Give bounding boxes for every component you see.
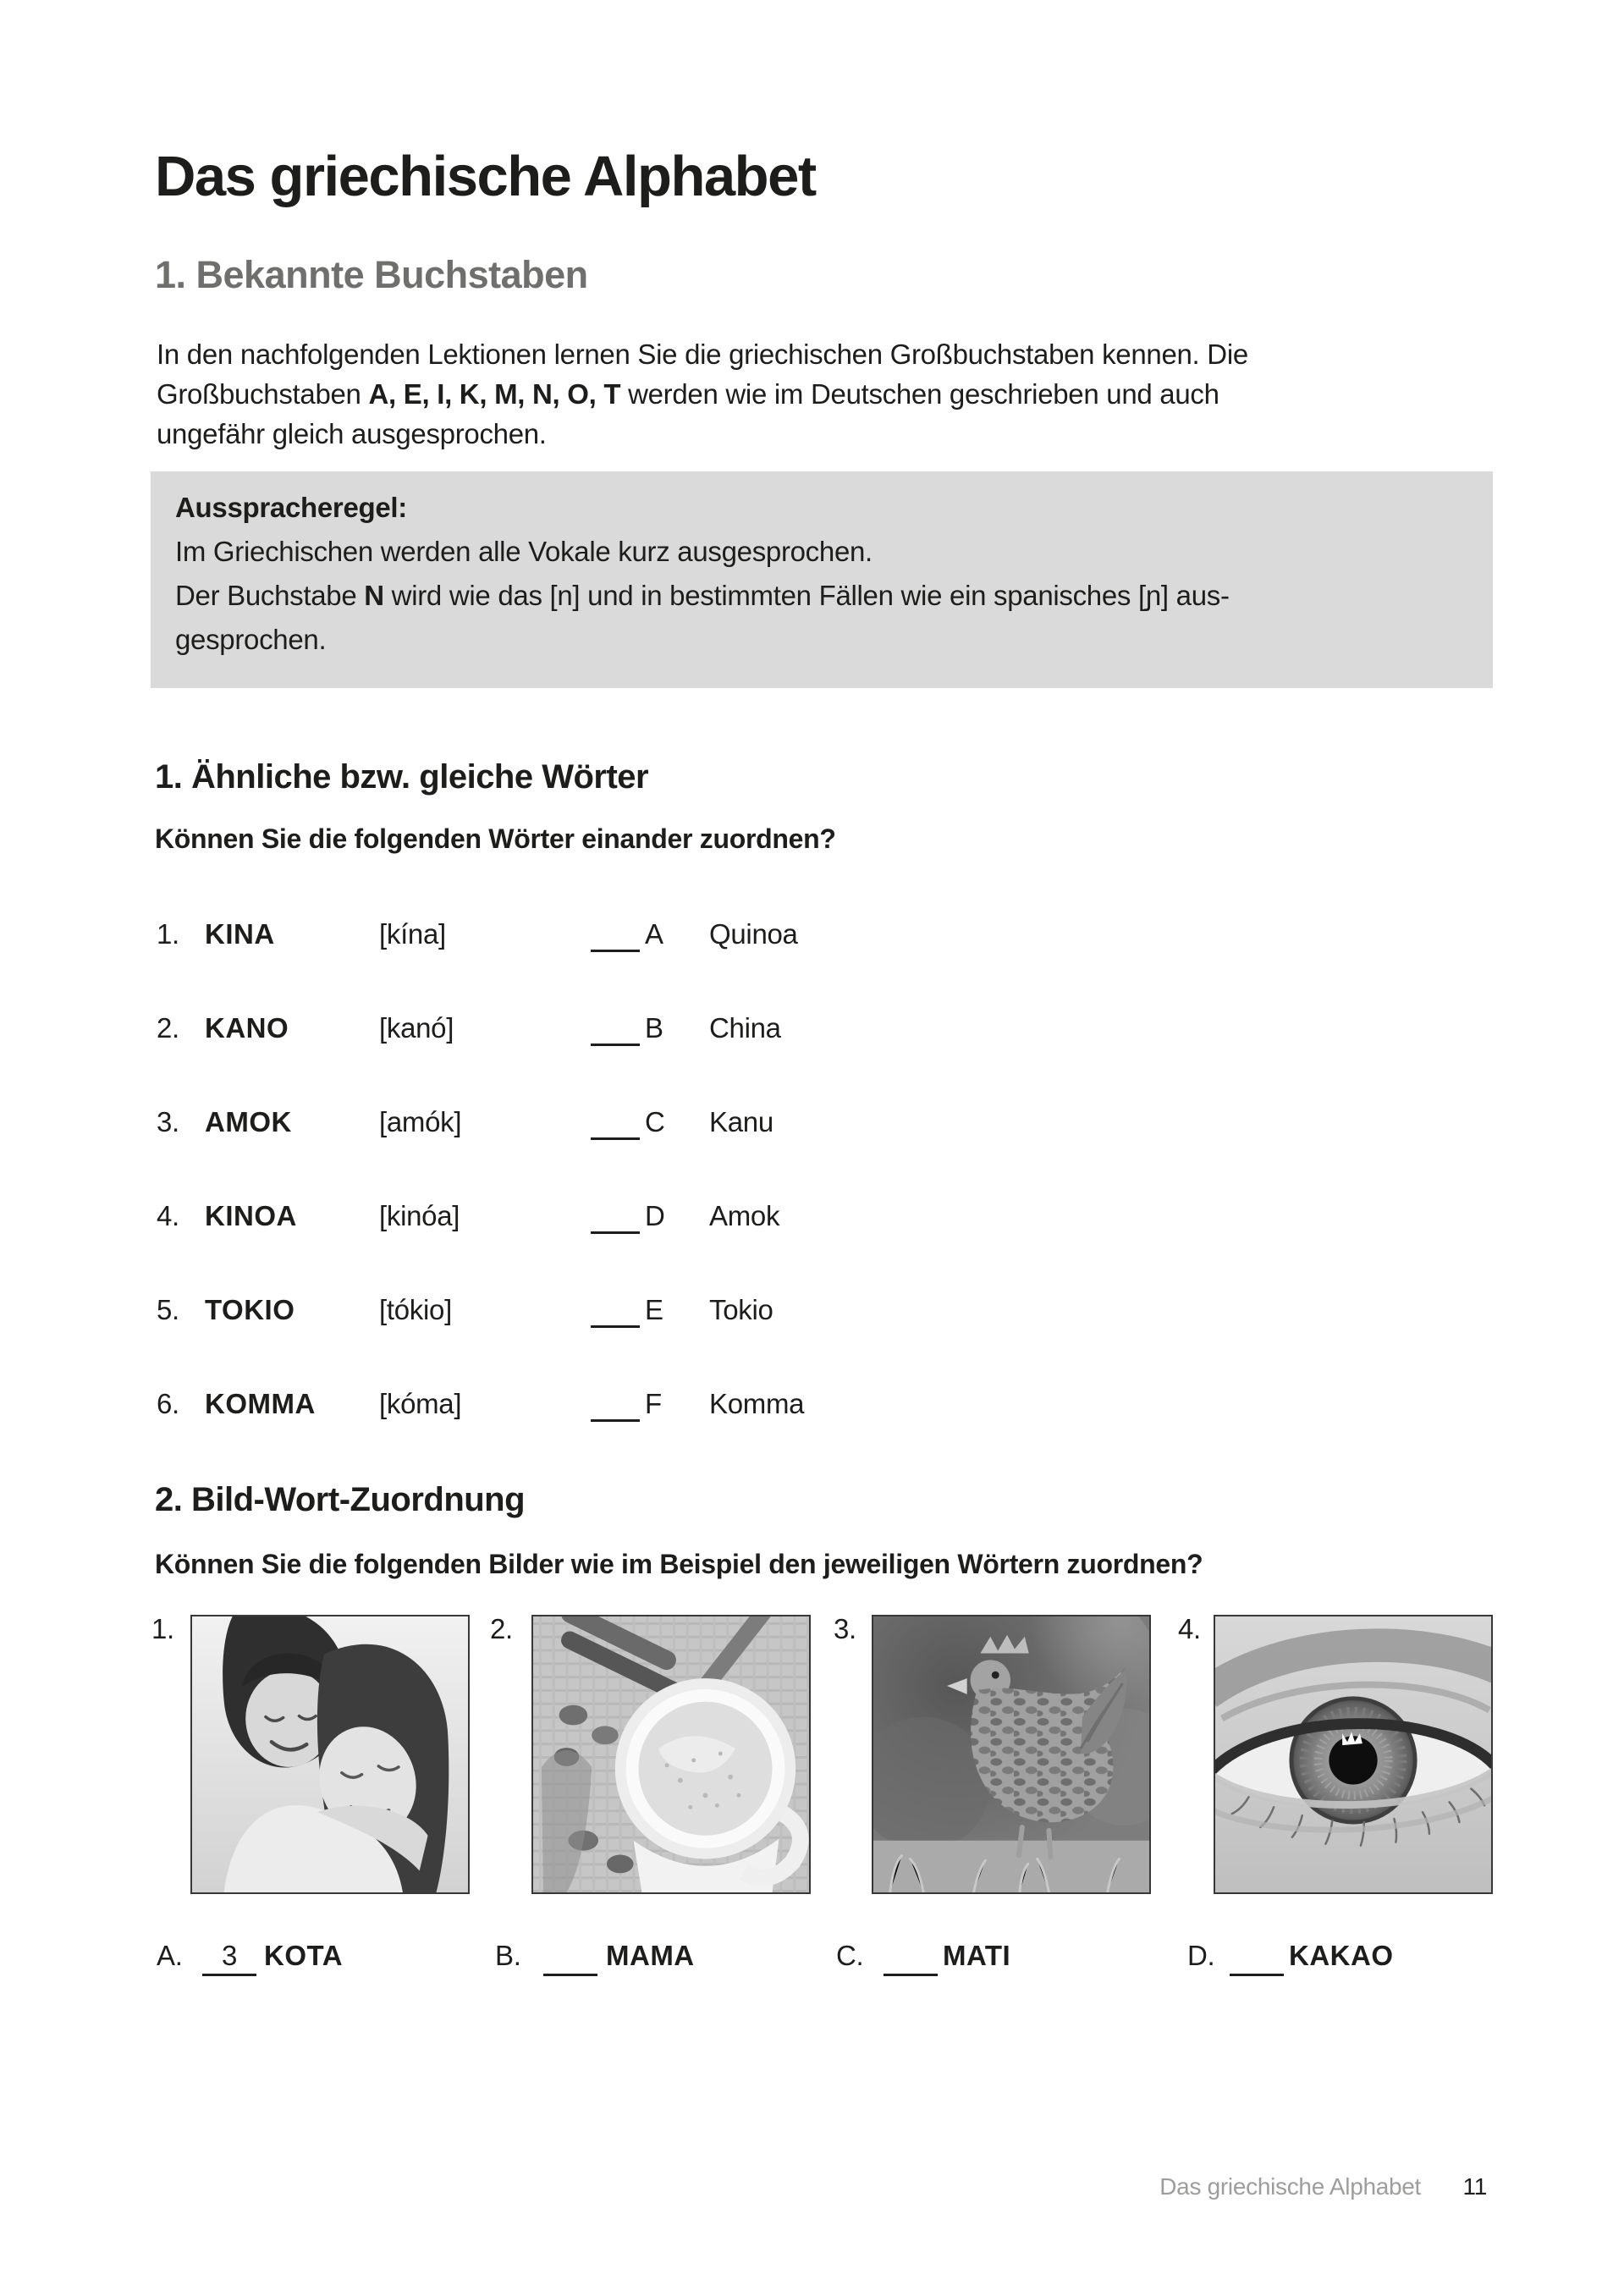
match-row-5: 5. TOKIO [tókio] E Tokio bbox=[0, 1294, 1624, 1331]
photo1-number: 1. bbox=[151, 1613, 174, 1644]
rule-line2: Der Buchstabe N wird wie das [n] und in bestimmten Fällen wie ein spanisches [ɲ] aus- bbox=[175, 580, 1230, 611]
hen-illustration bbox=[873, 1616, 1149, 1892]
answer-blank bbox=[543, 1940, 597, 1976]
eye-illustration bbox=[1215, 1616, 1491, 1892]
hug-illustration bbox=[192, 1616, 468, 1892]
match-row-3: 3. AMOK [amók] C Kanu bbox=[0, 1106, 1624, 1143]
answer-blank bbox=[591, 1388, 640, 1422]
known-letters: A, E, I, K, M, N, O, T bbox=[368, 378, 621, 410]
answer-letter: D. bbox=[1187, 1940, 1215, 1971]
intro-line1: In den nachfolgenden Lektionen lernen Sie die griechischen Großbuchstaben kennen. Die bbox=[157, 339, 1248, 370]
picture-answers-row: A. 3 KOTA B. MAMA C. MATI D. KAKAO bbox=[0, 1940, 1624, 1979]
photo4-number: 4. bbox=[1178, 1613, 1201, 1644]
section-heading: 1. Bekannte Buchstaben bbox=[155, 253, 588, 296]
rule-box-title: Ausspracheregel: bbox=[175, 492, 407, 523]
photo2-number: 2. bbox=[490, 1613, 513, 1644]
cocoa-illustration bbox=[533, 1616, 809, 1892]
answer-blank bbox=[591, 1106, 640, 1140]
photo-cup-of-cocoa bbox=[531, 1615, 811, 1894]
answer-blank bbox=[884, 1940, 938, 1976]
pronunciation-rule-box bbox=[151, 471, 1493, 688]
exercise1-question: Können Sie die folgenden Wörter einander zuordnen? bbox=[155, 823, 836, 854]
photo-hugging-mother-and-child bbox=[190, 1615, 470, 1894]
intro-paragraph bbox=[157, 334, 1489, 454]
page-title: Das griechische Alphabet bbox=[155, 145, 816, 208]
page-footer bbox=[0, 2173, 1487, 2200]
answer-letter: B. bbox=[495, 1940, 521, 1971]
answer-blank bbox=[591, 1200, 640, 1234]
photo-hen bbox=[872, 1615, 1151, 1894]
exercise1-title: 1. Ähnliche bzw. gleiche Wörter bbox=[155, 758, 649, 796]
rule-line1: Im Griechischen werden alle Vokale kurz ausgesprochen. bbox=[175, 536, 873, 567]
match-row-4: 4. KINOA [kinóa] D Amok bbox=[0, 1200, 1624, 1237]
match-row-1: 1. KINA [kína] A Quinoa bbox=[0, 918, 1624, 956]
intro-line3: ungefähr gleich ausgesprochen. bbox=[157, 418, 547, 449]
rule-line3: gesprochen. bbox=[175, 624, 327, 655]
answer-letter: C. bbox=[836, 1940, 864, 1971]
answer-blank bbox=[591, 918, 640, 952]
match-row-6: 6. KOMMA [kóma] F Komma bbox=[0, 1388, 1624, 1425]
photo3-number: 3. bbox=[834, 1613, 856, 1644]
exercise2-question: Können Sie die folgenden Bilder wie im Beispiel den jeweiligen Wörtern zuordnen? bbox=[155, 1549, 1203, 1579]
answer-blank bbox=[1230, 1940, 1284, 1976]
page-number: 11 bbox=[1462, 2173, 1487, 2200]
intro-line2: Großbuchstaben A, E, I, K, M, N, O, T werden wie im Deutschen geschrieben und auch bbox=[157, 378, 1219, 410]
answer-blank bbox=[591, 1012, 640, 1046]
photo-eye bbox=[1214, 1615, 1493, 1894]
exercise2-title: 2. Bild-Wort-Zuordnung bbox=[155, 1481, 526, 1518]
answer-blank-filled: 3 bbox=[202, 1940, 256, 1976]
running-chapter-title: Das griechische Alphabet bbox=[1159, 2173, 1422, 2200]
answer-letter: A. bbox=[157, 1940, 183, 1971]
answer-blank bbox=[591, 1294, 640, 1328]
match-row-2: 2. KANO [kanó] B China bbox=[0, 1012, 1624, 1049]
